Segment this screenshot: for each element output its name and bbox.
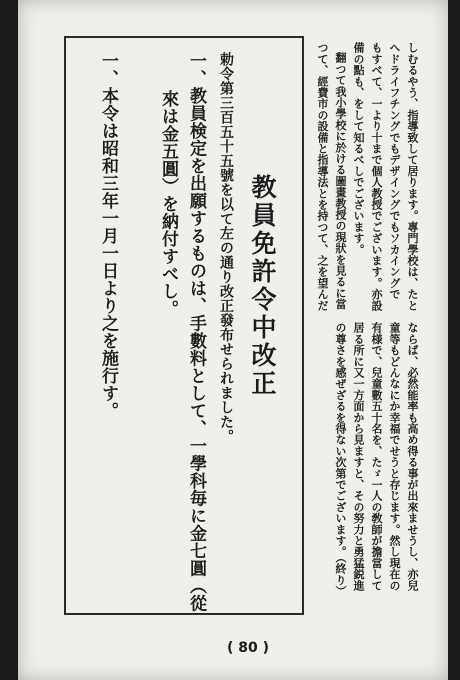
article-upper-line-1: しむるやう、指導致して居ります。專門學校は、たと: [406, 42, 419, 311]
notice-article-2: 一、本令は昭和三年一月一日より之を施行す。: [98, 52, 118, 420]
document-page: [18, 0, 448, 680]
article-upper-line-4: 備の點も、をして知るべしでございます。: [352, 42, 365, 255]
page-number: ( 80 ): [226, 640, 270, 656]
article-lower-line-4: 居る所に又一方面から見ますと、その努力と勇猛鋭進: [352, 322, 365, 591]
article-upper-line-2: へドライフチングでもデザイングでもソカイングで: [388, 42, 401, 300]
article-lower-line-5: の尊さを感ぜざるを得ない次第でございます。（終り）: [334, 322, 347, 597]
article-upper-line-6: つて、經費市の設備と指導法とを持つて、之を望んだ: [316, 42, 329, 311]
article-lower-line-1: ならば、必然能率も高め得る事が出來ませうし、亦兒: [406, 322, 419, 591]
notice-decree: 勅令第三百五十五號を以て左の通り改正發布せられました。: [218, 52, 234, 444]
notice-box: [64, 36, 304, 615]
article-lower-line-3: 有様で、兒童數五十名を、たゞ一人の敎師が擔當して: [370, 322, 383, 591]
article-upper-line-5: 翻つて我小學校に於ける圖畫教授の現狀を見るに當: [334, 52, 347, 310]
article-upper-line-3: もすべて、一より十まで個人教授でございます。亦設: [370, 42, 383, 311]
notice-title: 教員免許令中改正: [248, 174, 277, 398]
notice-article-1: 一、教員検定を出願するものは、手數料として、一學科毎に金七圓（從: [186, 52, 206, 612]
article-lower-line-2: 童等もどんなにか幸福でせうと存じます。然し現在の: [388, 322, 401, 591]
notice-article-1-continued: 來は金五圓）を納付すべし。: [158, 90, 178, 318]
